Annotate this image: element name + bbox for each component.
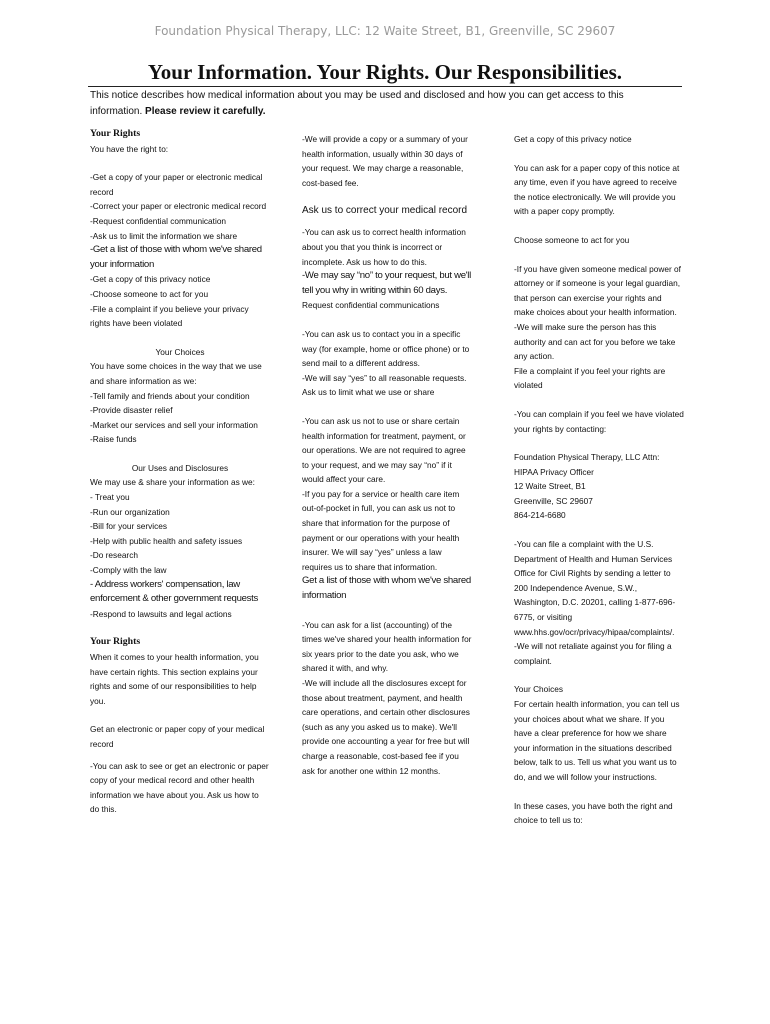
paragraph: - Address workers' compensation, law enforcement & other government requests (90, 578, 259, 605)
paragraph: Get a copy of this privacy notice (514, 134, 632, 144)
paragraph: -We will provide a copy or a summary of your health information, usually within 30 days of your request. We may charge a reasonable, cost-based fee. (302, 134, 468, 188)
paragraph: -You can ask to see or get an electronic or paper copy of your medical record and other health information we have about you. Ask us how to do this. (90, 760, 269, 815)
paragraph: Get a list of those with whom we've shared information (302, 575, 471, 602)
intro-text: This notice describes how medical information about you may be used and disclosed and how you can get access to this information. (90, 90, 624, 117)
paragraph: Foundation Physical Therapy, LLC Attn: HIPAA Privacy Officer (514, 452, 660, 477)
paragraph: 12 Waite Street, B1 (514, 481, 586, 492)
paragraph: -Choose someone to act for you (90, 288, 209, 299)
paragraph: -We may say “no” to your request, but we'll tell you why in writing within 60 days. (302, 270, 471, 296)
paragraph: Our Uses and Disclosures (131, 462, 229, 473)
spacer (302, 604, 472, 618)
paragraph: Get an electronic or paper copy of your medical record (90, 724, 265, 749)
paragraph: -Ask us to limit the information we share (90, 230, 238, 241)
spacer (514, 785, 684, 799)
paragraph: File a complaint if you feel your rights are violated (514, 365, 666, 391)
paragraph: -You can ask us to contact you in a specific way (for example, home or office phone) or to send mail to a different address. (302, 328, 470, 369)
paragraph: -Provide disaster relief (90, 405, 173, 416)
paragraph: You have some choices in the way that we use and share information as we: (90, 361, 262, 386)
paragraph: When it comes to your health information, you have certain rights. This section explains your rights and some of our responsibilities to help you. (90, 652, 259, 706)
spacer (302, 190, 472, 204)
paragraph: Greenville, SC 29607 (514, 495, 593, 506)
paragraph: -Comply with the law (90, 565, 167, 576)
paragraph: -File a complaint if you believe your privacy rights have been violated (90, 303, 249, 329)
paragraph: We may use & share your information as we: (90, 477, 255, 488)
paragraph: Your Choices (155, 346, 205, 357)
spacer (90, 708, 270, 722)
paragraph: -We will say “yes” to all reasonable requests. (302, 372, 467, 383)
paragraph: You can ask for a paper copy of this notice at any time, even if you have agreed to receive the notice electronically. We will provide you with a paper copy promptly. (514, 162, 680, 217)
spacer (514, 436, 684, 450)
paragraph: -Market our services and sell your information (90, 419, 258, 430)
paragraph: -We will include all the disclosures except for those about treatment, payment, and health care operations, and certain other disclosures (such as any you asked us to make). We'll provide one accounting a year for free but will charge a reasonable, cost-based fee if you ask for another one within 12 months. (302, 678, 470, 776)
paragraph: -You can file a complaint with the U.S. Department of Health and Human Services Office for Civil Rights by sending a letter to 200 Independence Avenue, S.W., Washington, D.C. 20201, calling 1-877-696-6775, or visiting www.hhs.gov/ocr/privacy/hipaa/complaints/. (514, 539, 676, 637)
paragraph: Request confidential communications (302, 300, 440, 311)
spacer (514, 147, 684, 161)
paragraph: Your Rights (90, 636, 141, 648)
paragraph: -Get a list of those with whom we've shared your information (90, 244, 262, 270)
spacer (302, 313, 472, 327)
paragraph: -Tell family and friends about your condition (90, 390, 250, 401)
paragraph: -You can ask us to correct health information about you that you think is incorrect or incomplete. Ask us how to do this. (302, 227, 466, 267)
spacer (90, 331, 270, 345)
spacer (514, 219, 684, 233)
paragraph: -Run our organization (90, 506, 170, 517)
paragraph: Your Rights (90, 128, 141, 139)
paragraph: -Bill for your services (90, 521, 167, 532)
page-title: Your Information. Your Rights. Our Responsibilities. (147, 60, 623, 84)
paragraph: In these cases, you have both the right and choice to tell us to: (514, 800, 673, 826)
column-1 (90, 127, 270, 817)
paragraph: Choose someone to act for you (514, 234, 630, 245)
paragraph: 864-214-6680 (514, 510, 566, 521)
spacer (514, 248, 684, 262)
column-3 (514, 132, 684, 828)
intro-paragraph (90, 88, 660, 120)
paragraph: -Request confidential communication (90, 215, 227, 226)
paragraph: -You can ask us not to use or share certain health information for treatment, payment, or our operations. We are not required to agree to your request, and we may say “no” if it would affect your care. (302, 415, 466, 485)
paragraph: For certain health information, you can tell us your choices about what we share. If you have a clear preference for how we share your information in the situations described below, talk to us. Tell us what you want us to do, and we will follow your instructions. (514, 699, 680, 782)
paragraph: -Do research (90, 550, 138, 561)
paragraph: -If you have given someone medical power of attorney or if someone is your legal guardian, that person can exercise your rights and make choices about your health information. (514, 263, 681, 318)
spacer (90, 621, 270, 635)
paragraph: You have the right to: (90, 143, 169, 154)
paragraph: - Treat you (90, 492, 130, 503)
paragraph: -You can complain if you feel we have violated your rights by contacting: (514, 408, 684, 434)
paragraph: Ask us to limit what we use or share (302, 387, 435, 398)
paragraph: Ask us to correct your medical record (302, 205, 468, 217)
paragraph: -Get a copy of your paper or electronic medical record (90, 172, 263, 197)
paragraph: -You can ask for a list (accounting) of the times we've shared your health information for six years prior to the date you ask, who we shared it with, and why. (302, 619, 472, 674)
spacer (514, 668, 684, 682)
spacer (90, 752, 270, 759)
spacer (514, 523, 684, 537)
paragraph: -We will not retaliate against you for filing a complaint. (514, 641, 672, 666)
spacer (90, 156, 270, 170)
spacer (302, 218, 472, 225)
intro-emphasis: Please review it carefully. (145, 106, 266, 117)
paragraph: -Get a copy of this privacy notice (90, 274, 211, 285)
practice-header: Foundation Physical Therapy, LLC: 12 Waite Street, B1, Greenville, SC 29607 (154, 24, 616, 38)
paragraph: -We will make sure the person has this authority and can act for you before we take any action. (514, 321, 676, 362)
paragraph: -Respond to lawsuits and legal actions (90, 608, 232, 619)
column-2 (302, 132, 472, 778)
spacer (90, 447, 270, 461)
paragraph: Your Choices (514, 684, 564, 695)
paragraph: -Raise funds (90, 434, 137, 445)
paragraph: -If you pay for a service or health care item out-of-pocket in full, you can ask us not to share that information for the purpose of payment or our operations with your health insurer. We will say “yes” unless a law requires us to share that information. (302, 488, 460, 572)
title-divider (88, 86, 682, 87)
spacer (302, 400, 472, 414)
spacer (514, 393, 684, 407)
paragraph: -Correct your paper or electronic medical record (90, 201, 267, 212)
paragraph: -Help with public health and safety issues (90, 535, 243, 546)
